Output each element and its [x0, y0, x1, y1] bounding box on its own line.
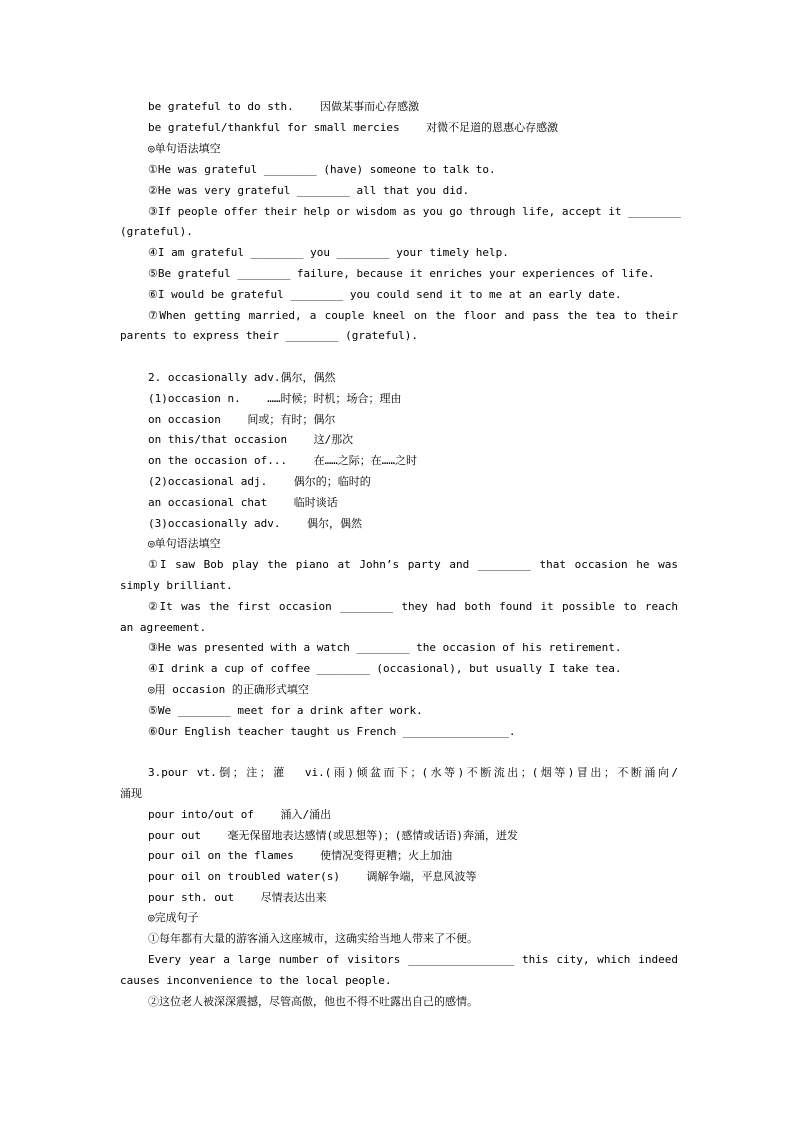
exercise-item: ①I saw Bob play the piano at John’s party and ________ that occasion he was [148, 558, 678, 571]
exercise-item-continued: parents to express their ________ (grateful). [120, 329, 419, 342]
exercise-item-continued: causes inconvenience to the local people. [120, 974, 392, 987]
vocab-line: pour out 毫无保留地表达感情(或思想等)；(感情或话语)奔涌，迸发 [148, 829, 518, 842]
exercise-item: ⑦When getting married, a couple kneel on the floor and pass the tea to their [148, 309, 678, 322]
vocab-line: pour oil on troubled water(s) 调解争端，平息风波等 [148, 870, 477, 883]
exercise-item: Every year a large number of visitors ________________ this city, which indeed [148, 953, 678, 966]
exercise-item: ①He was grateful ________ (have) someone to talk to. [148, 163, 496, 176]
exercise-heading: ◎用 occasion 的正确形式填空 [148, 683, 309, 696]
exercise-item: ④I drink a cup of coffee ________ (occasional), but usually I take tea. [148, 662, 622, 675]
exercise-item-continued: an agreement. [120, 621, 207, 634]
vocab-line: (1)occasion n. ……时候；时机；场合；理由 [148, 392, 402, 405]
exercise-heading: ◎完成句子 [148, 911, 199, 924]
vocab-line: on this/that occasion 这/那次 [148, 433, 354, 446]
exercise-item: ③He was presented with a watch ________ the occasion of his retirement. [148, 641, 622, 654]
section-heading: 2. occasionally adv.偶尔，偶然 [148, 371, 336, 384]
vocab-line: on occasion 间或；有时；偶尔 [148, 413, 336, 426]
exercise-item: ①每年都有大量的游客涌入这座城市，这确实给当地人带来了不便。 [148, 932, 478, 945]
exercise-item: ②It was the first occasion ________ they had both found it possible to reach [148, 600, 678, 613]
section-heading-continued: 涌现 [120, 787, 142, 800]
exercise-item: ⑥I would be grateful ________ you could send it to me at an early date. [148, 288, 622, 301]
vocab-line: pour oil on the flames 使情况变得更糟；火上加油 [148, 849, 453, 862]
section-heading: 3.pour vt.倒；注；灌 vi.(雨)倾盆而下；(水等)不断流出；(烟等)冒出；不断涌向/ [148, 766, 678, 779]
vocab-line: pour into/out of 涌入/涌出 [148, 808, 332, 821]
exercise-item: ③If people offer their help or wisdom as you go through life, accept it ________ [148, 205, 682, 218]
vocab-line: on the occasion of... 在……之际；在……之时 [148, 454, 418, 467]
exercise-heading: ◎单句语法填空 [148, 537, 221, 550]
vocab-line: (3)occasionally adv. 偶尔，偶然 [148, 517, 362, 530]
exercise-item: ⑤Be grateful ________ failure, because it enriches your experiences of life. [148, 267, 655, 280]
exercise-item: ②这位老人被深深震撼，尽管高傲，他也不得不吐露出自己的感情。 [148, 995, 478, 1008]
exercise-item: ②He was very grateful ________ all that you did. [148, 184, 470, 197]
exercise-item-continued: simply brilliant. [120, 579, 233, 592]
exercise-item: ⑥Our English teacher taught us French ________________. [148, 725, 516, 738]
vocab-line: an occasional chat 临时谈话 [148, 496, 338, 509]
vocab-line: pour sth. out 尽情表达出来 [148, 891, 327, 904]
vocab-line: be grateful/thankful for small mercies 对微不足道的恩惠心存感激 [148, 121, 559, 134]
exercise-heading: ◎单句语法填空 [148, 142, 221, 155]
exercise-item: ④I am grateful ________ you ________ your timely help. [148, 246, 509, 259]
vocab-line: be grateful to do sth. 因做某事而心存感激 [148, 100, 420, 113]
vocab-line: (2)occasional adj. 偶尔的；临时的 [148, 475, 371, 488]
exercise-item: ⑤We ________ meet for a drink after work. [148, 704, 423, 717]
exercise-item-continued: (grateful). [120, 225, 193, 238]
